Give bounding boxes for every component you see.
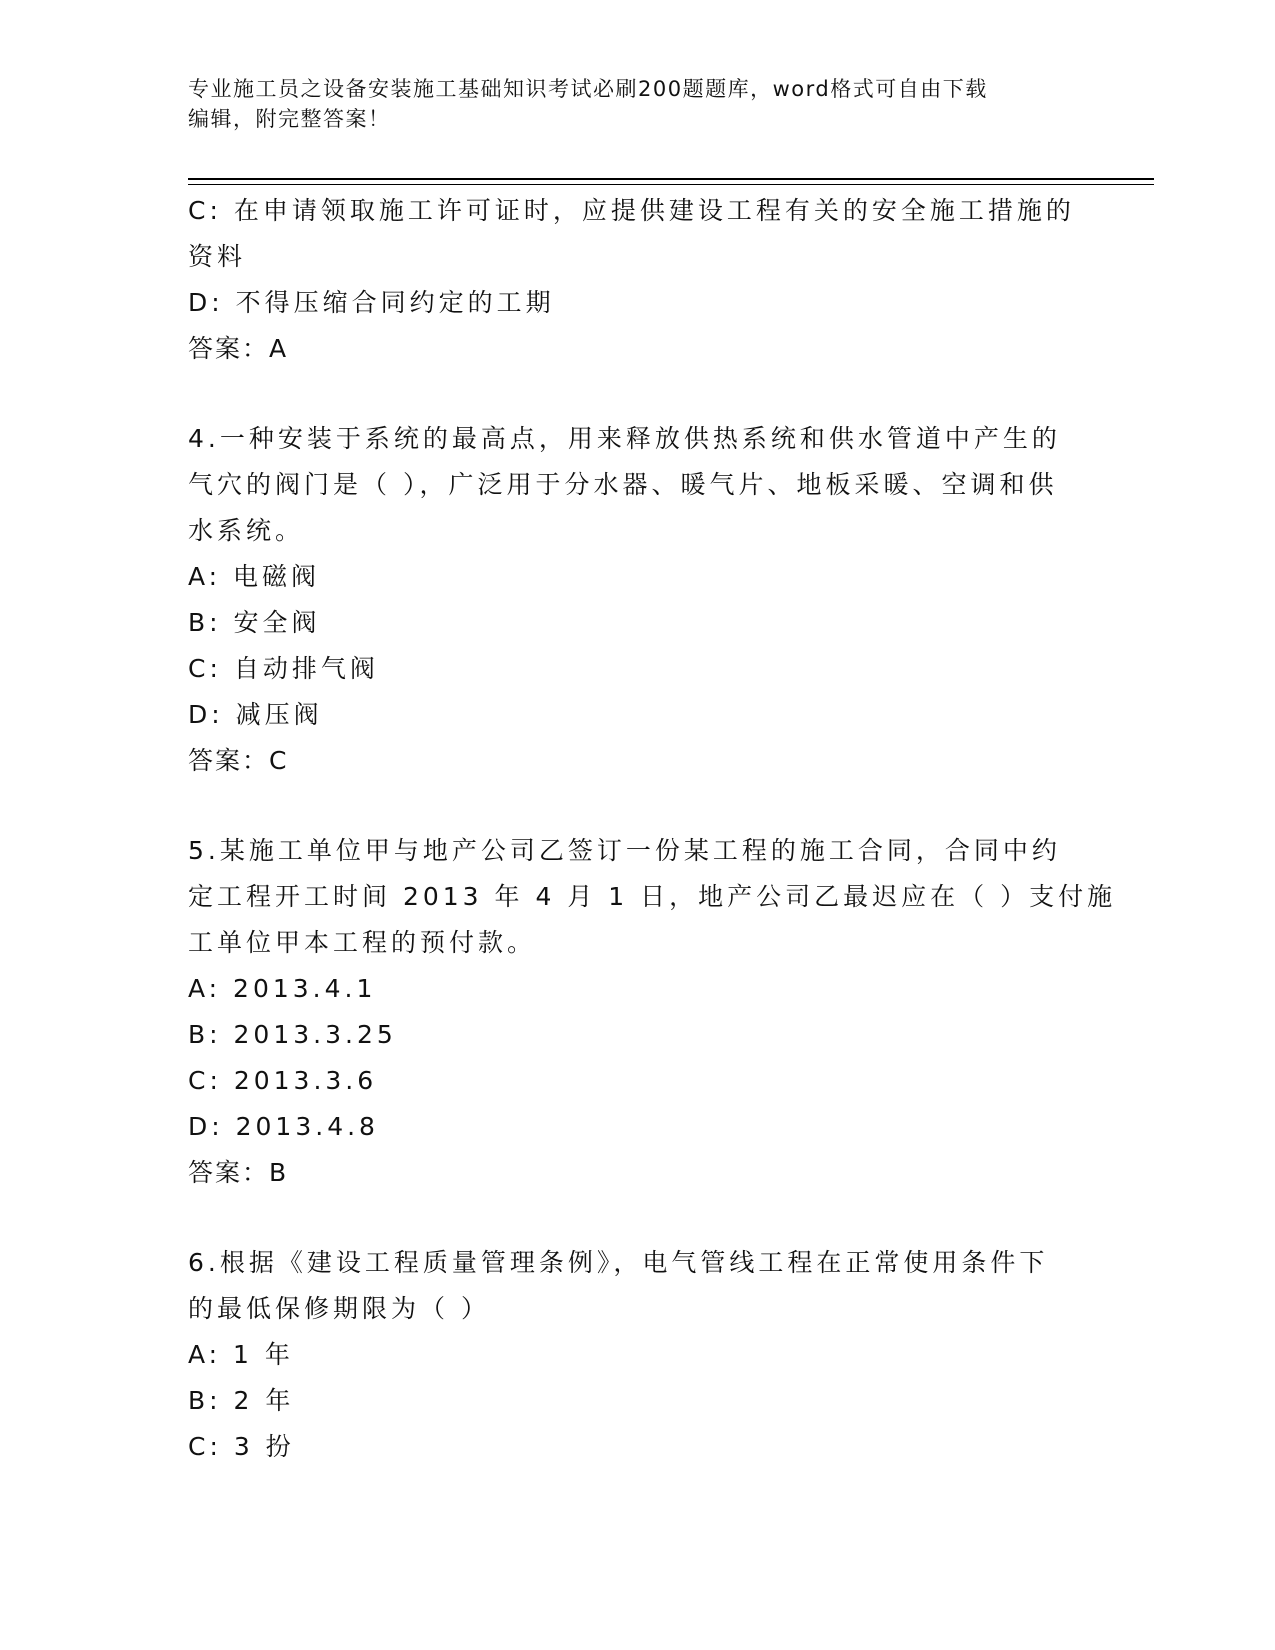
question-stem: 5.某施工单位甲与地产公司乙签订一份某工程的施工合同，合同中约: [188, 836, 1061, 865]
answer: 答案：A: [188, 334, 289, 363]
question-5: [188, 828, 1117, 1196]
header-rule-thin: [188, 184, 1154, 185]
question-4: [188, 416, 1088, 784]
option-c: C: 在申请领取施工许可证时，应提供建设工程有关的安全施工措施的: [188, 196, 1075, 225]
spacer: [188, 1196, 1088, 1240]
question-stem: 定工程开工时间 2013 年 4 月 1 日，地产公司乙最迟应在（ ）支付施: [188, 882, 1117, 911]
option-a: A: 2013.4.1: [188, 974, 377, 1003]
option-c: C: 3 扮: [188, 1432, 295, 1461]
question-3: [188, 188, 1088, 372]
option-d: D: 不得压缩合同约定的工期: [188, 288, 555, 317]
option-b: B: 安全阀: [188, 608, 321, 637]
spacer: [188, 784, 1088, 828]
question-6: [188, 1240, 1088, 1470]
header-rule-thick: [188, 178, 1154, 180]
answer: 答案：C: [188, 746, 289, 775]
header-line-1: 专业施工员之设备安装施工基础知识考试必刷200题题库，word格式可自由下载: [188, 77, 988, 101]
option-a: A: 电磁阀: [188, 562, 321, 591]
option-b: B: 2013.3.25: [188, 1020, 397, 1049]
option-d: D: 2013.4.8: [188, 1112, 379, 1141]
header-line-2: 编辑，附完整答案！: [188, 107, 391, 131]
question-stem: 4.一种安装于系统的最高点，用来释放供热系统和供水管道中产生的: [188, 424, 1061, 453]
question-stem: 工单位甲本工程的预付款。: [188, 928, 537, 957]
option-a: A: 1 年: [188, 1340, 294, 1369]
answer: 答案：B: [188, 1158, 289, 1187]
document-header: [188, 74, 1068, 134]
option-d: D: 减压阀: [188, 700, 323, 729]
question-stem: 水系统。: [188, 516, 305, 545]
question-stem: 的最低保修期限为（ ）: [188, 1294, 490, 1323]
option-c: C: 2013.3.6: [188, 1066, 378, 1095]
question-stem: 气穴的阀门是（ ），广泛用于分水器、暖气片、地板采暖、空调和供: [188, 470, 1058, 499]
spacer: [188, 372, 1088, 416]
option-b: B: 2 年: [188, 1386, 295, 1415]
option-c-continued: 资料: [188, 242, 247, 271]
option-c: C: 自动排气阀: [188, 654, 379, 683]
question-stem: 6.根据《建设工程质量管理条例》，电气管线工程在正常使用条件下: [188, 1248, 1049, 1277]
document-body: [188, 188, 1117, 1470]
